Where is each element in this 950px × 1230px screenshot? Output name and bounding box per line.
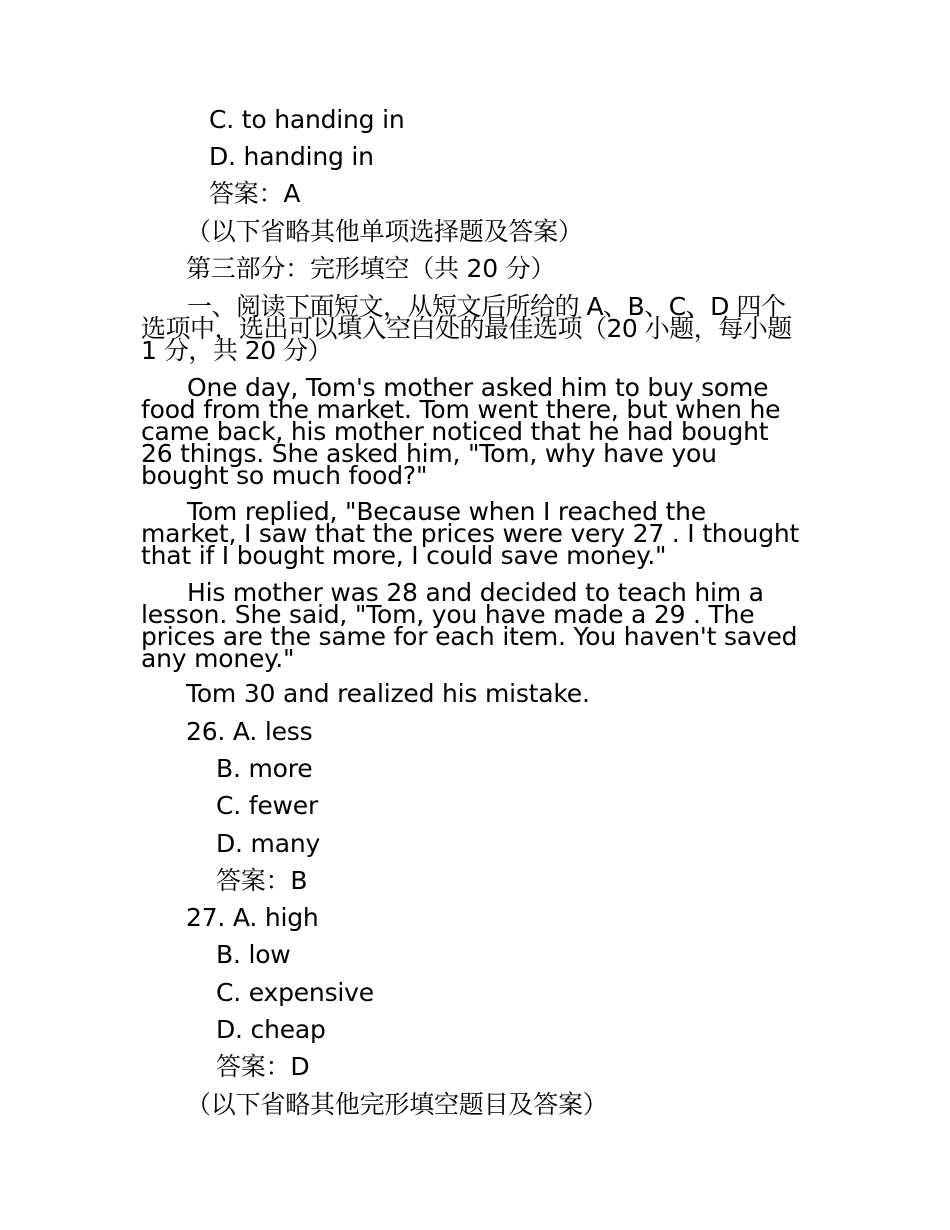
prev-answer: 答案：A	[209, 179, 301, 208]
section-instruction: 一、阅读下面短文，从短文后所给的 A、B、C、D 四个选项中，选出可以填入空白处的最佳选项（20 小题，每小题 1 分，共 20 分）	[141, 292, 792, 365]
omit-note-cloze: （以下省略其他完形填空题目及答案）	[186, 1090, 608, 1119]
q27-option-a: 27. A. high	[186, 903, 319, 932]
q27-option-c: C. expensive	[216, 978, 374, 1007]
q26-option-a: 26. A. less	[186, 717, 313, 746]
section-title: 第三部分：完形填空（共 20 分）	[186, 254, 556, 283]
passage-paragraph-2: Tom replied, "Because when I reached the market, I saw that the prices were very 27 . I thought that if I bought more, I could save money."	[141, 497, 800, 570]
q27-option-d: D. cheap	[216, 1015, 326, 1044]
q26-option-d: D. many	[216, 829, 321, 858]
q26-option-b: B. more	[216, 754, 313, 783]
q27-answer: 答案：D	[216, 1052, 310, 1081]
omit-note-single-choice: （以下省略其他单项选择题及答案）	[186, 217, 583, 246]
passage-paragraph-4: Tom 30 and realized his mistake.	[186, 679, 590, 708]
passage-paragraph-3: His mother was 28 and decided to teach him a lesson. She said, "Tom, you have made a 29 . The prices are the same for each item. You haven't saved any money."	[141, 578, 798, 673]
passage-paragraph-1: One day, Tom's mother asked him to buy some food from the market. Tom went there, but when he came back, his mother noticed that he had bought 26 things. She asked him, "Tom, why have you bought so much food?"	[141, 373, 781, 490]
prev-option-d: D. handing in	[209, 142, 374, 171]
q27-option-b: B. low	[216, 940, 291, 969]
prev-option-c: C. to handing in	[209, 105, 405, 134]
q26-answer: 答案：B	[216, 866, 308, 895]
q26-option-c: C. fewer	[216, 791, 319, 820]
